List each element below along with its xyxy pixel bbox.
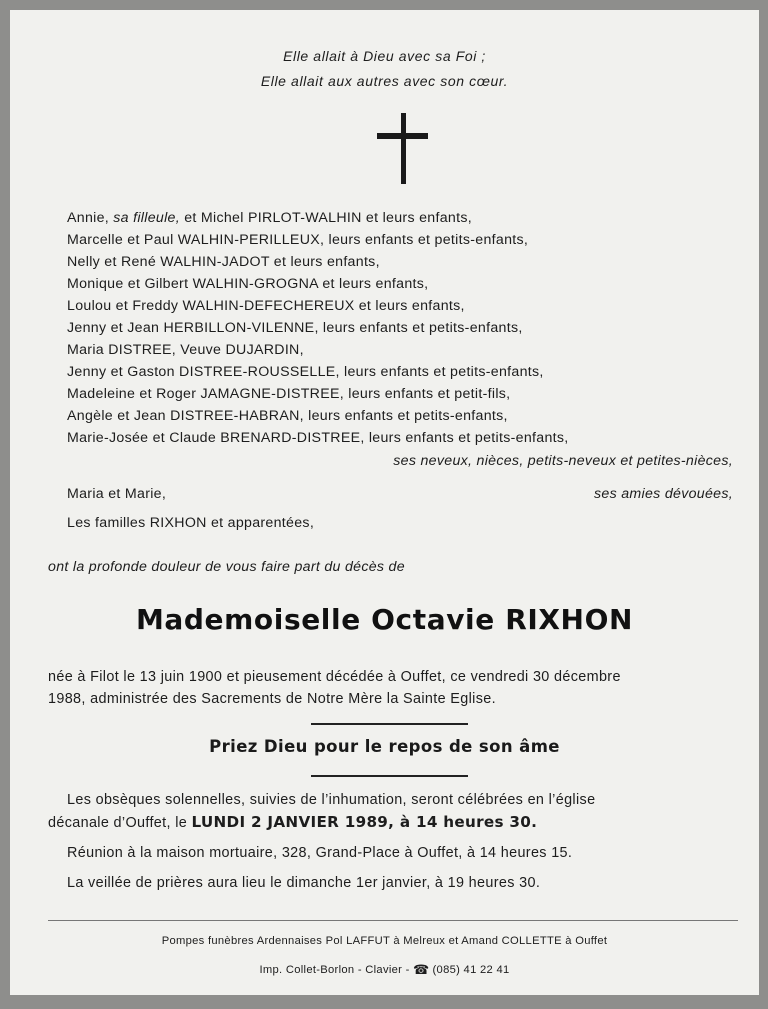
family-line: Jenny et Jean HERBILLON-VILENNE, leurs enfants et petits-enfants, [67, 320, 523, 336]
epigraph-line-2: Elle allait aux autres avec son cœur. [260, 73, 509, 89]
funeral-line-2: décanale d’Ouffet, le LUNDI 2 JANVIER 1989, à 14 heures 30. [48, 813, 538, 831]
family-line: Nelly et René WALHIN-JADOT et leurs enfants, [67, 254, 380, 270]
divider-bottom [311, 775, 468, 777]
family-line: Maria DISTREE, Veuve DUJARDIN, [67, 342, 304, 358]
family-line: Marie-Josée et Claude BRENARD-DISTREE, leurs enfants et petits-enfants, [67, 430, 569, 446]
divider-top [311, 723, 468, 725]
phone-number: (085) 41 22 41 [432, 964, 510, 976]
family-line: Loulou et Freddy WALHIN-DEFECHEREUX et leurs enfants, [67, 298, 465, 314]
friends-role: ses amies dévouées, [594, 486, 733, 502]
printer-line: Imp. Collet-Borlon - Clavier - ☎ (085) 41 22 41 [259, 962, 510, 977]
families-line: Les familles RIXHON et apparentées, [67, 515, 315, 531]
birth-death-line-1: née à Filot le 13 juin 1900 et pieusement décédée à Ouffet, ce vendredi 30 décembre [48, 669, 621, 685]
family-line: Marcelle et Paul WALHIN-PERILLEUX, leurs enfants et petits-enfants, [67, 232, 529, 248]
family-line: Madeleine et Roger JAMAGNE-DISTREE, leurs enfants et petit-fils, [67, 386, 511, 402]
telephone-icon: ☎ [413, 962, 430, 977]
deceased-name: Mademoiselle Octavie RIXHON [135, 603, 634, 636]
epigraph-line-1: Elle allait à Dieu avec sa Foi ; [283, 48, 486, 64]
birth-death-line-2: 1988, administrée des Sacrements de Notre Mère la Sainte Eglise. [48, 691, 496, 707]
family-line: Monique et Gilbert WALHIN-GROGNA et leurs enfants, [67, 276, 429, 292]
family-line: Jenny et Gaston DISTREE-ROUSSELLE, leurs enfants et petits-enfants, [67, 364, 544, 380]
family-line: Angèle et Jean DISTREE-HABRAN, leurs enfants et petits-enfants, [67, 408, 508, 424]
vigil-line: La veillée de prières aura lieu le dimanche 1er janvier, à 19 heures 30. [67, 875, 541, 891]
funeral-card [10, 10, 759, 995]
prayer-line: Priez Dieu pour le repos de son âme [209, 737, 560, 756]
nephews-line: ses neveux, nièces, petits-neveux et petites-nièces, [393, 453, 733, 469]
reunion-line: Réunion à la maison mortuaire, 328, Grand-Place à Ouffet, à 14 heures 15. [67, 845, 573, 861]
announcement-line: ont la profonde douleur de vous faire part du décès de [48, 559, 405, 575]
friends-names: Maria et Marie, [67, 486, 167, 502]
funeral-date: LUNDI 2 JANVIER 1989, à 14 heures 30. [191, 813, 538, 831]
undertakers-line: Pompes funèbres Ardennaises Pol LAFFUT à Melreux et Amand COLLETTE à Ouffet [161, 935, 608, 947]
funeral-line-1: Les obsèques solennelles, suivies de l’inhumation, seront célébrées en l’église [67, 792, 596, 808]
family-line: Annie, sa filleule, et Michel PIRLOT-WALHIN et leurs enfants, [67, 210, 472, 226]
footer-divider [48, 920, 738, 921]
